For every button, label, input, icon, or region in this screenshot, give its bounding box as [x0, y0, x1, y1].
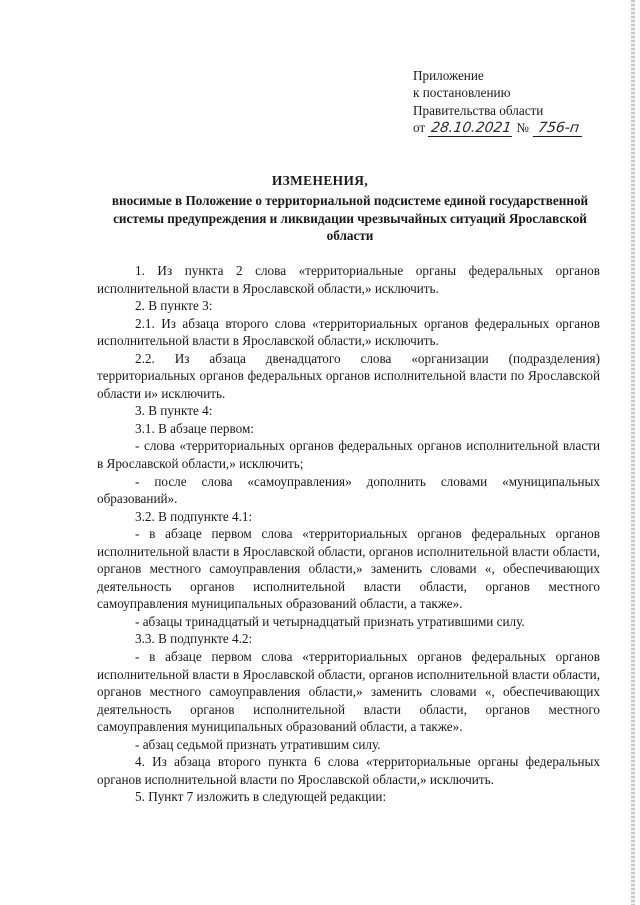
paragraph: - слова «территориальных органов федеральных органов исполнительной власти в Ярославской области,» исключить;: [97, 438, 600, 472]
paragraph: 2. В пункте 3:: [135, 298, 213, 314]
decree-label: к постановлению: [413, 85, 511, 101]
document-title: ИЗМЕНЕНИЯ,: [271, 173, 369, 188]
date-number-line: [413, 119, 583, 137]
from-label: от: [413, 119, 426, 135]
appendix-header: [413, 67, 583, 137]
paragraph: 3.1. В абзаце первом:: [135, 420, 254, 436]
appendix-label: Приложение: [413, 68, 484, 83]
paragraph: 2.1. Из абзаца второго слова «территориальных органов федеральных органов исполнительной власти в Ярославской области,» исключить.: [97, 315, 600, 349]
paragraph: - после слова «самоуправления» дополнить словами «муниципальных образований».: [97, 473, 600, 507]
scan-edge: [631, 0, 635, 905]
handwritten-number: 756-п: [533, 121, 584, 137]
handwritten-date: 28.10.2021: [428, 121, 514, 137]
paragraph: 3.2. В подпункте 4.1:: [135, 508, 253, 524]
paragraph: - абзац седьмой признать утратившим силу.: [135, 736, 381, 752]
document-subtitle: вносимые в Положение о территориальной подсистеме единой государственной системы предупреждения и ликвидации чрезвычайных ситуаций Ярославской области: [111, 193, 589, 243]
government-label: Правительства области: [413, 102, 544, 118]
paragraph: 3. В пункте 4:: [135, 403, 213, 419]
paragraph: - абзацы тринадцатый и четырнадцатый признать утратившими силу.: [135, 613, 525, 629]
paragraph: 3.3. В подпункте 4.2:: [135, 631, 253, 647]
number-label: №: [516, 119, 529, 135]
paragraph: 5. Пункт 7 изложить в следующей редакции:: [135, 789, 387, 805]
paragraph: 1. Из пункта 2 слова «территориальные органы федеральных органов исполнительной власти в Ярославской области,» исключить.: [97, 263, 600, 296]
paragraph: 4. Из абзаца второго пункта 6 слова «территориальные органы федеральных органов исполнительной власти по Ярославской области,» исключить.: [97, 754, 600, 787]
document-body: [97, 262, 600, 806]
paragraph: - в абзаце первом слова «территориальных органов федеральных органов исполнительной власти в Ярославской области, органов исполнительной власти области, органов местного самоуправления области,» заменить словами «, обеспечивающих деятельность органов исполнительной власти области, органов местного самоуправления муниципальных образований области, а также».: [97, 526, 600, 612]
paragraph: - в абзаце первом слова «территориальных органов федеральных органов исполнительной власти в Ярославской области, органов исполнительной власти области, органов местного самоуправления области,» заменить словами «, обеспечивающих деятельность органов исполнительной власти области, органов местного самоуправления муниципальных образований области, а также».: [97, 649, 600, 735]
paragraph: 2.2. Из абзаца двенадцатого слова «организации (подразделения) территориальных органов федеральных органов исполнительной власти по Ярославской области и» исключить.: [97, 350, 600, 401]
